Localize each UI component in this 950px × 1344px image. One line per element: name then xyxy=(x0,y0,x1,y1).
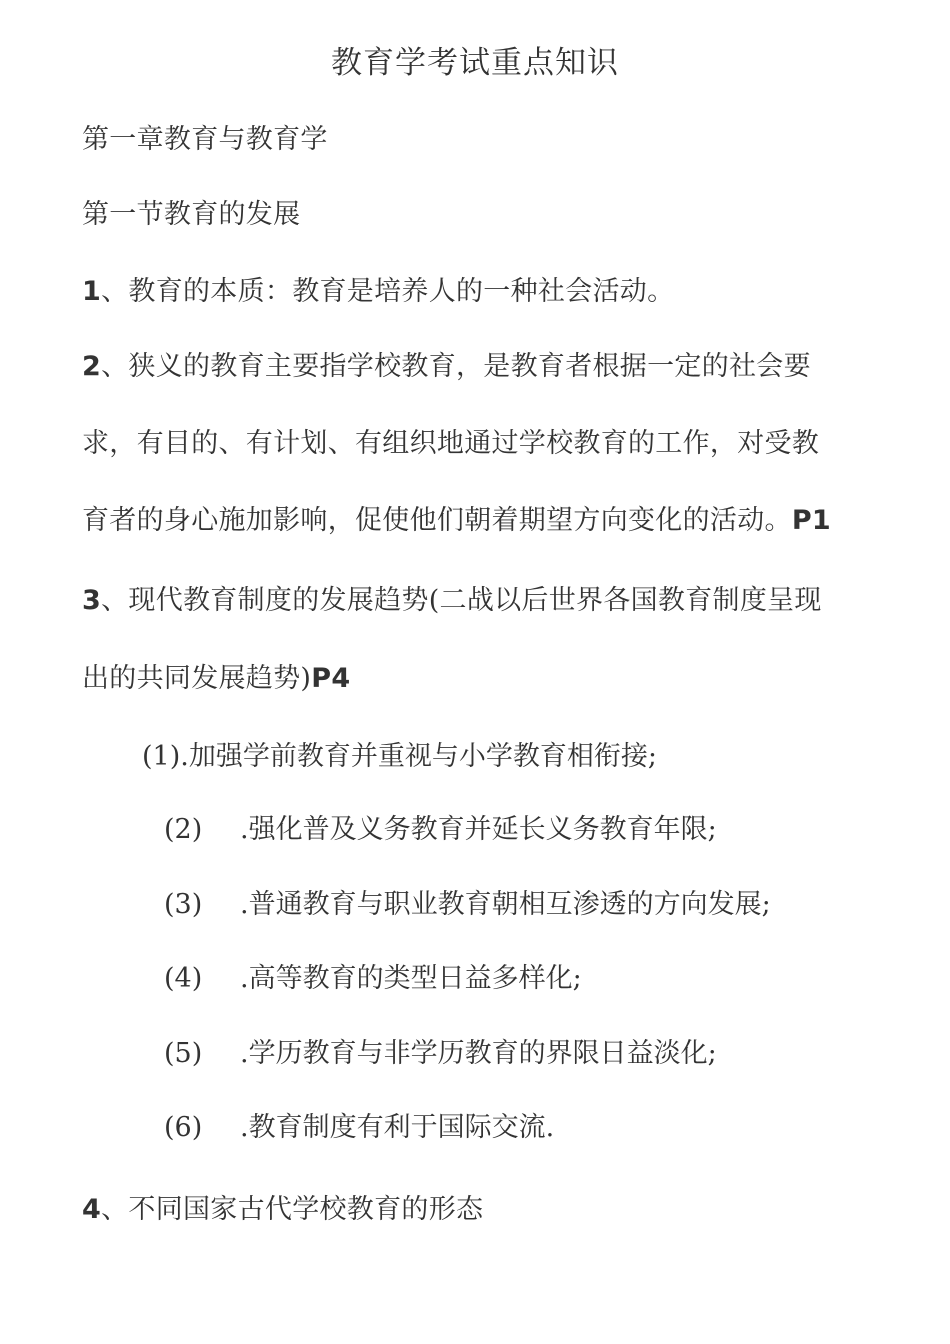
sub-item-6-marker: (6) xyxy=(164,1112,203,1143)
item-1-number: 1 xyxy=(82,276,102,307)
sub-item-1 xyxy=(142,740,657,774)
sub-item-4 xyxy=(164,962,582,996)
item-4 xyxy=(82,1193,483,1227)
document-title: 教育学考试重点知识 xyxy=(331,45,619,81)
chapter-heading: 第一章教育与教育学 xyxy=(82,124,328,155)
item-1-text: 、教育的本质：教育是培养人的一种社会活动。 xyxy=(101,276,675,307)
sub-item-5-text: .学历教育与非学历教育的界限日益淡化; xyxy=(240,1038,717,1069)
item-3-text-2: 出的共同发展趋势) xyxy=(82,663,312,694)
item-4-text: 、不同国家古代学校教育的形态 xyxy=(101,1194,484,1225)
item-2-line-1 xyxy=(82,350,811,384)
item-2-number: 2 xyxy=(82,351,102,382)
item-3-text-1: 、现代教育制度的发展趋势(二战以后世界各国教育制度呈现 xyxy=(101,585,822,616)
sub-item-2 xyxy=(164,813,717,847)
item-2-page-ref: P1 xyxy=(791,505,831,536)
item-2-text-3: 育者的身心施加影响，促使他们朝着期望方向变化的活动。 xyxy=(82,505,792,536)
item-2-line-2: 求，有目的、有计划、有组织地通过学校教育的工作，对受教 xyxy=(82,428,820,459)
sub-item-3 xyxy=(164,888,771,922)
item-3-page-ref: P4 xyxy=(311,663,351,694)
item-3-number: 3 xyxy=(82,585,102,616)
sub-item-3-marker: (3) xyxy=(164,889,203,920)
sub-item-6-text: .教育制度有利于国际交流. xyxy=(240,1112,555,1143)
sub-item-1-text: .加强学前教育并重视与小学教育相衔接; xyxy=(180,741,657,772)
sub-item-5-marker: (5) xyxy=(164,1038,203,1069)
item-2-text-1: 、狭义的教育主要指学校教育，是教育者根据一定的社会要 xyxy=(101,351,811,382)
sub-item-4-marker: (4) xyxy=(164,963,203,994)
item-3-line-1 xyxy=(82,584,822,618)
section-heading: 第一节教育的发展 xyxy=(82,199,301,230)
sub-item-4-text: .高等教育的类型日益多样化; xyxy=(240,963,582,994)
sub-item-3-text: .普通教育与职业教育朝相互渗透的方向发展; xyxy=(240,889,771,920)
item-4-number: 4 xyxy=(82,1194,102,1225)
sub-item-6 xyxy=(164,1111,554,1145)
item-1 xyxy=(82,275,674,309)
item-2-line-3 xyxy=(82,504,831,538)
sub-item-2-text: .强化普及义务教育并延长义务教育年限; xyxy=(240,814,717,845)
sub-item-5 xyxy=(164,1037,717,1071)
sub-item-2-marker: (2) xyxy=(164,814,203,845)
sub-item-1-marker: (1) xyxy=(142,741,181,772)
item-3-line-2 xyxy=(82,662,350,696)
